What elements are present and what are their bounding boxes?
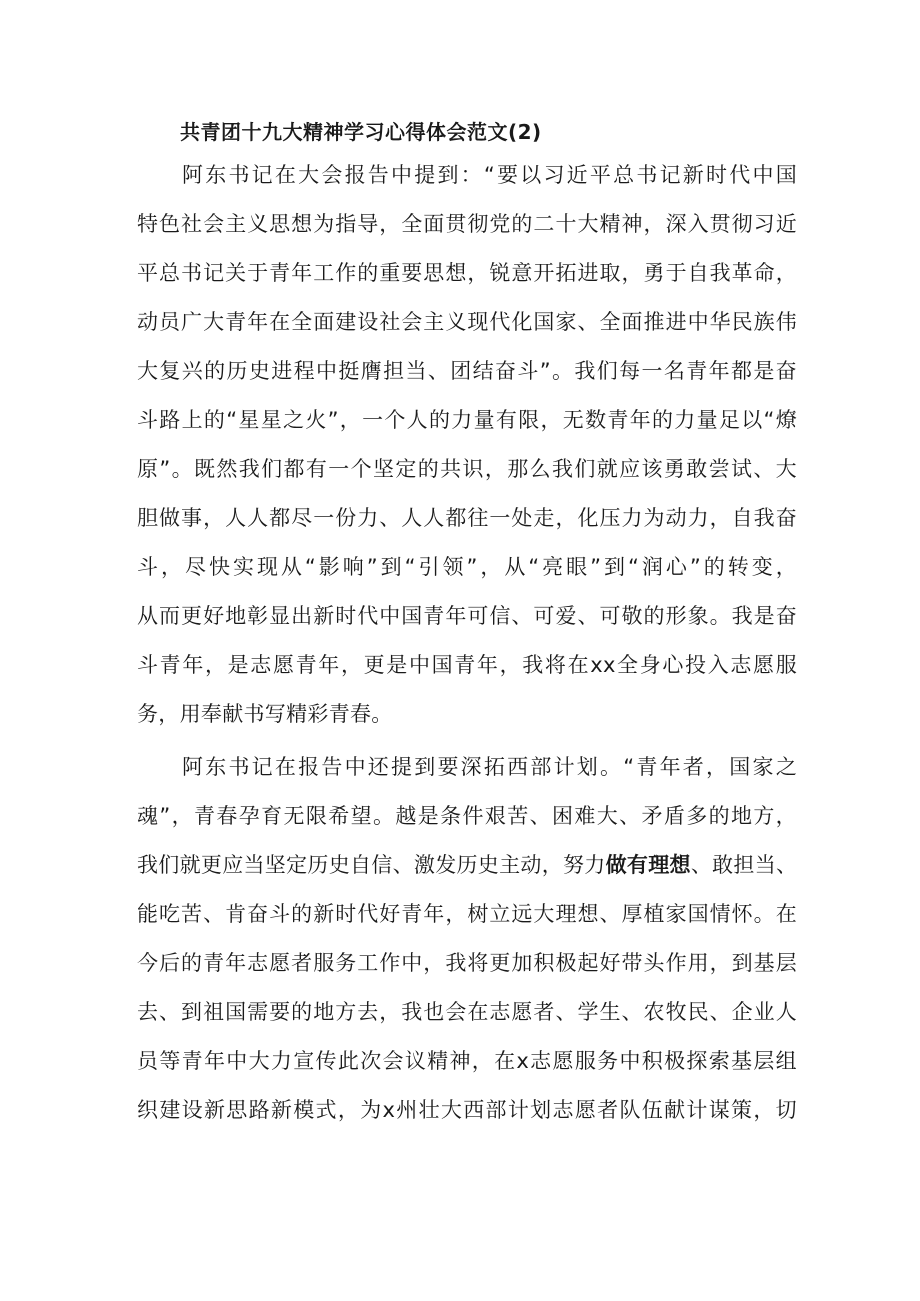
paragraph-2-line-5: 今后的青年志愿者服务工作中，我将更加积极起好带头作用，到基层 — [137, 951, 797, 975]
paragraph-1 — [137, 151, 797, 739]
paragraph-1-line-11: 斗青年，是志愿青年，更是中国青年，我将在xx全身心投入志愿服 — [137, 653, 797, 677]
paragraph-2-line-3 — [137, 841, 797, 890]
paragraph-2-line-3-after: 、敢担当、 — [690, 853, 798, 877]
paragraph-1-line-4: 动员广大青年在全面建设社会主义现代化国家、全面推进中华民族伟 — [137, 310, 797, 334]
document-title: 共青团十九大精神学习心得体会范文(2) — [180, 120, 542, 144]
paragraph-2-line-8: 织建设新思路新模式，为x州壮大西部计划志愿者队伍献计谋策，切 — [137, 1098, 797, 1122]
paragraph-1-line-7: 原”。既然我们都有一个坚定的共识，那么我们就应该勇敢尝试、大 — [137, 457, 797, 481]
paragraph-1-line-2: 特色社会主义思想为指导，全面贯彻党的二十大精神，深入贯彻习近 — [137, 212, 797, 236]
paragraph-1-line-3: 平总书记关于青年工作的重要思想，锐意开拓进取，勇于自我革命， — [137, 261, 797, 285]
paragraph-1-line-6: 斗路上的“星星之火”，一个人的力量有限，无数青年的力量足以“燎 — [137, 408, 797, 432]
paragraph-2-line-7: 员等青年中大力宣传此次会议精神，在x志愿服务中积极探索基层组 — [137, 1049, 797, 1073]
paragraph-1-line-9: 斗，尽快实现从“影响”到“引领”，从“亮眼”到“润心”的转变， — [137, 555, 797, 579]
paragraph-2-line-1: 阿东书记在报告中还提到要深拓西部计划。“青年者，国家之 — [182, 755, 797, 779]
paragraph-2-line-2: 魂”，青春孕育无限希望。越是条件艰苦、困难大、矛盾多的地方， — [137, 804, 797, 828]
bold-emphasis-text: 做有理想 — [605, 853, 691, 877]
paragraph-1-line-8: 胆做事，人人都尽一份力、人人都往一处走，化压力为动力，自我奋 — [137, 506, 797, 530]
paragraph-1-line-10: 从而更好地彰显出新时代中国青年可信、可爱、可敬的形象。我是奋 — [137, 604, 797, 628]
paragraph-2-line-3-before: 我们就更应当坚定历史自信、激发历史主动，努力 — [137, 853, 606, 877]
paragraph-1-line-12: 务，用奉献书写精彩青春。 — [137, 702, 393, 726]
paragraph-2-line-4: 能吃苦、肯奋斗的新时代好青年，树立远大理想、厚植家国情怀。在 — [137, 902, 797, 926]
paragraph-1-line-1: 阿东书记在大会报告中提到：“要以习近平总书记新时代中国 — [182, 163, 797, 187]
paragraph-2-line-6: 去、到祖国需要的地方去，我也会在志愿者、学生、农牧民、企业人 — [137, 1000, 797, 1024]
paragraph-1-line-5: 大复兴的历史进程中挺膺担当、团结奋斗”。我们每一名青年都是奋 — [137, 359, 797, 383]
paragraph-2 — [137, 743, 797, 1135]
